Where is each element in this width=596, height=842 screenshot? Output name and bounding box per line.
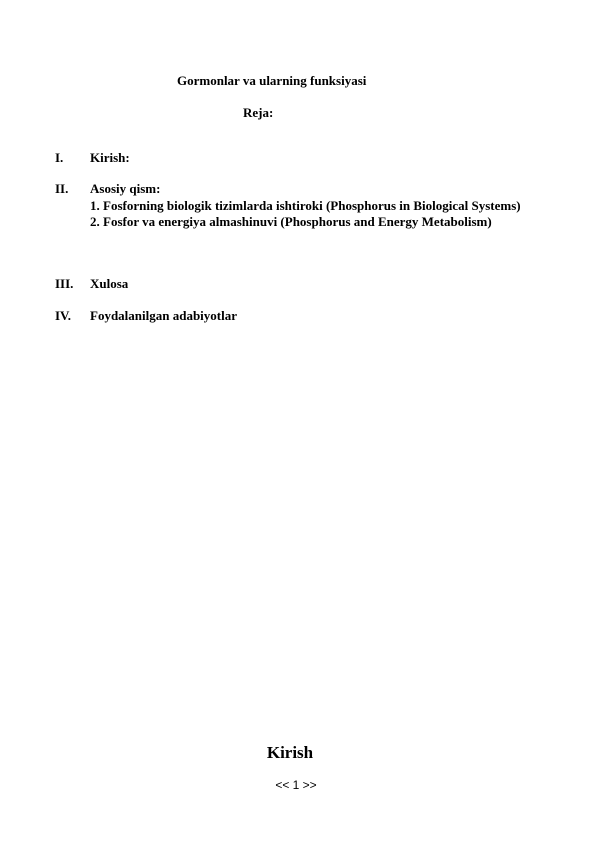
toc-subitem: 2. Fosfor va energiya almashinuvi (Phosphorus and Energy Metabolism) xyxy=(90,214,492,229)
document-title: Gormonlar va ularning funksiyasi xyxy=(177,73,367,88)
toc-item-number: IV. xyxy=(55,308,72,323)
toc-subitem: 1. Fosforning biologik tizimlarda ishtiroki (Phosphorus in Biological Systems) xyxy=(90,198,521,213)
toc-item-number: III. xyxy=(55,276,74,291)
toc-item-number: I. xyxy=(55,150,64,165)
toc-item-label: Asosiy qism: xyxy=(90,181,161,196)
plan-heading: Reja: xyxy=(243,105,274,120)
toc-item-label: Kirish: xyxy=(90,150,130,165)
toc-item-number: II. xyxy=(55,181,69,196)
section-heading: Kirish xyxy=(266,743,314,762)
page-number: << 1 >> xyxy=(275,778,317,792)
toc-item-label: Xulosa xyxy=(90,276,129,291)
toc-item-label: Foydalanilgan adabiyotlar xyxy=(90,308,237,323)
